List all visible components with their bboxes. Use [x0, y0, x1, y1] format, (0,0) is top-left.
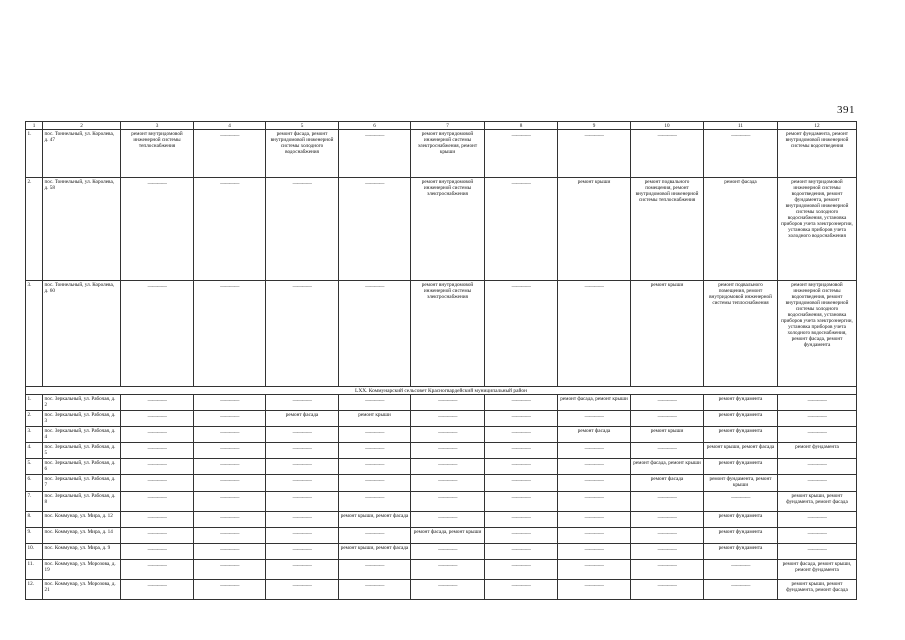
- empty-cell: [411, 544, 485, 560]
- empty-cell: [411, 427, 485, 443]
- table-row: [26, 580, 857, 600]
- empty-cell: [778, 544, 857, 560]
- empty-cell: [121, 492, 194, 512]
- empty-cell: [411, 459, 485, 475]
- work-cell: ремонт крыши, ремонт фасада: [704, 443, 778, 459]
- empty-cell: [266, 178, 339, 281]
- empty-cell: [704, 560, 778, 580]
- empty-cell: [339, 427, 411, 443]
- empty-cell: [411, 560, 485, 580]
- empty-cell: [194, 528, 266, 544]
- table-row: [26, 560, 857, 580]
- empty-cell: [558, 411, 631, 427]
- table-row: [26, 281, 857, 387]
- empty-cell: [631, 395, 704, 411]
- empty-cell: [778, 411, 857, 427]
- work-cell: ремонт крыши: [631, 427, 704, 443]
- empty-cell: [121, 512, 194, 528]
- work-cell: ремонт фундамента: [704, 528, 778, 544]
- table-row: [26, 427, 857, 443]
- empty-cell: [339, 459, 411, 475]
- column-header: 2: [43, 122, 121, 130]
- work-cell: ремонт фундамента: [778, 443, 857, 459]
- empty-cell: [266, 475, 339, 492]
- empty-cell: [558, 580, 631, 600]
- empty-cell: [631, 560, 704, 580]
- address-cell: пос. Коммунар, ул. Мира, д. 14: [43, 528, 121, 544]
- empty-cell: [121, 544, 194, 560]
- empty-cell: [704, 492, 778, 512]
- empty-cell: [485, 528, 558, 544]
- address-cell: пос. Коммунар, ул. Мира, д. 12: [43, 512, 121, 528]
- work-cell: ремонт внутридомовой инженерной системы электроснабжения: [411, 281, 485, 387]
- work-cell: ремонт фасада: [266, 411, 339, 427]
- empty-cell: [339, 443, 411, 459]
- empty-cell: [485, 130, 558, 178]
- empty-cell: [485, 178, 558, 281]
- work-cell: ремонт фасада: [631, 475, 704, 492]
- table-row: [26, 459, 857, 475]
- table-row: [26, 443, 857, 459]
- work-cell: ремонт фасада, ремонт крыши: [411, 528, 485, 544]
- row-number: 2.: [26, 178, 43, 281]
- empty-cell: [339, 492, 411, 512]
- empty-cell: [411, 492, 485, 512]
- empty-cell: [121, 281, 194, 387]
- address-cell: пос. Зеркальный, ул. Рабочая, д. 5: [43, 443, 121, 459]
- table-row: [26, 475, 857, 492]
- work-cell: ремонт фундамента: [704, 512, 778, 528]
- empty-cell: [778, 528, 857, 544]
- empty-cell: [339, 560, 411, 580]
- empty-cell: [121, 580, 194, 600]
- empty-cell: [485, 580, 558, 600]
- row-number: 1.: [26, 395, 43, 411]
- empty-cell: [121, 475, 194, 492]
- table-body-lower: [26, 395, 857, 600]
- empty-cell: [339, 580, 411, 600]
- work-cell: ремонт фундамента: [704, 411, 778, 427]
- empty-cell: [194, 492, 266, 512]
- empty-cell: [704, 580, 778, 600]
- empty-cell: [339, 178, 411, 281]
- empty-cell: [411, 395, 485, 411]
- empty-cell: [558, 512, 631, 528]
- row-number: 4.: [26, 443, 43, 459]
- work-cell: ремонт внутридомовой инженерной системы теплоснабжения: [121, 130, 194, 178]
- empty-cell: [339, 395, 411, 411]
- address-cell: пос. Тоннельный, ул. Королева, д. 47: [43, 130, 121, 178]
- section-title: LXX. Коммунарский сельсовет Красногвардейский муниципальный район: [26, 387, 857, 395]
- empty-cell: [485, 459, 558, 475]
- empty-cell: [558, 492, 631, 512]
- row-number: 12.: [26, 580, 43, 600]
- empty-cell: [485, 492, 558, 512]
- work-cell: ремонт крыши: [339, 411, 411, 427]
- address-cell: пос. Зеркальный, ул. Рабочая, д. 6: [43, 459, 121, 475]
- column-header: 9: [558, 122, 631, 130]
- address-cell: пос. Коммунар, ул. Морозова, д. 21: [43, 580, 121, 600]
- column-header: 8: [485, 122, 558, 130]
- empty-cell: [194, 411, 266, 427]
- work-cell: ремонт внутридомовой инженерной системы водоотведения, ремонт фундамента, ремонт внутридомовой инженерной системы холодного водоснабжения, установка приборов учета электроэнергии, установка приборов учета холодного водоснабжения: [778, 178, 857, 281]
- empty-cell: [485, 443, 558, 459]
- empty-cell: [485, 281, 558, 387]
- table-row: [26, 512, 857, 528]
- work-cell: ремонт фасада, ремонт крыши: [631, 459, 704, 475]
- table-row: [26, 544, 857, 560]
- empty-cell: [121, 459, 194, 475]
- address-cell: пос. Тоннельный, ул. Королева, д. 60: [43, 281, 121, 387]
- row-number: 1.: [26, 130, 43, 178]
- empty-cell: [558, 281, 631, 387]
- empty-cell: [558, 459, 631, 475]
- empty-cell: [266, 492, 339, 512]
- empty-cell: [266, 395, 339, 411]
- empty-cell: [631, 512, 704, 528]
- empty-cell: [558, 544, 631, 560]
- column-header: 10: [631, 122, 704, 130]
- empty-cell: [485, 395, 558, 411]
- empty-cell: [121, 411, 194, 427]
- work-cell: ремонт фундамента: [704, 395, 778, 411]
- row-number: 7.: [26, 492, 43, 512]
- work-cell: ремонт крыши, ремонт фундамента, ремонт фасада: [778, 580, 857, 600]
- work-cell: ремонт крыши, ремонт фасада: [339, 544, 411, 560]
- table-row: [26, 492, 857, 512]
- row-number: 9.: [26, 528, 43, 544]
- repair-schedule-table: [25, 121, 857, 600]
- empty-cell: [121, 560, 194, 580]
- work-cell: ремонт фундамента, ремонт внутридомовой инженерной системы водоотведения: [778, 130, 857, 178]
- column-header: 3: [121, 122, 194, 130]
- empty-cell: [631, 443, 704, 459]
- empty-cell: [411, 411, 485, 427]
- empty-cell: [411, 475, 485, 492]
- empty-cell: [121, 395, 194, 411]
- table-row: [26, 130, 857, 178]
- address-cell: пос. Зеркальный, ул. Рабочая, д. 2: [43, 395, 121, 411]
- empty-cell: [194, 544, 266, 560]
- column-header: 4: [194, 122, 266, 130]
- table-body-upper: [26, 130, 857, 387]
- empty-cell: [121, 427, 194, 443]
- empty-cell: [558, 528, 631, 544]
- column-header: 1: [26, 122, 43, 130]
- row-number: 11.: [26, 560, 43, 580]
- empty-cell: [194, 560, 266, 580]
- table-row: [26, 528, 857, 544]
- work-cell: ремонт фасада, ремонт крыши: [558, 395, 631, 411]
- empty-cell: [411, 443, 485, 459]
- empty-cell: [778, 512, 857, 528]
- empty-cell: [121, 528, 194, 544]
- work-cell: ремонт фундамента: [704, 544, 778, 560]
- work-cell: ремонт крыши, ремонт фасада: [339, 512, 411, 528]
- row-number: 6.: [26, 475, 43, 492]
- empty-cell: [266, 281, 339, 387]
- empty-cell: [194, 281, 266, 387]
- empty-cell: [558, 443, 631, 459]
- column-header: 11: [704, 122, 778, 130]
- empty-cell: [266, 560, 339, 580]
- work-cell: ремонт внутридомовой инженерной системы электроснабжения: [411, 178, 485, 281]
- empty-cell: [631, 411, 704, 427]
- empty-cell: [485, 544, 558, 560]
- address-cell: пос. Коммунар, ул. Морозова, д. 19: [43, 560, 121, 580]
- empty-cell: [121, 443, 194, 459]
- work-cell: ремонт фундамента: [704, 427, 778, 443]
- table-row: [26, 395, 857, 411]
- address-cell: пос. Зеркальный, ул. Рабочая, д. 7: [43, 475, 121, 492]
- row-number: 8.: [26, 512, 43, 528]
- work-cell: ремонт подвального помещения, ремонт внутридомовой инженерной системы теплоснабжения: [631, 178, 704, 281]
- work-cell: ремонт внутридомовой инженерной системы водоотведения, ремонт внутридомовой инженерной системы холодного водоснабжения, установка приборов учета электроэнергии, установка приборов учета холодного водоснабжения, ремонт фасада, ремонт фундамента: [778, 281, 857, 387]
- empty-cell: [194, 580, 266, 600]
- empty-cell: [266, 528, 339, 544]
- empty-cell: [194, 459, 266, 475]
- address-cell: пос. Зеркальный, ул. Рабочая, д. 8: [43, 492, 121, 512]
- page-number: 391: [837, 104, 855, 116]
- row-number: 3.: [26, 427, 43, 443]
- section-header: [26, 387, 857, 395]
- column-header-row: [26, 122, 857, 130]
- address-cell: пос. Зеркальный, ул. Рабочая, д. 3: [43, 411, 121, 427]
- address-cell: пос. Зеркальный, ул. Рабочая, д. 4: [43, 427, 121, 443]
- empty-cell: [194, 443, 266, 459]
- work-cell: ремонт фасада: [558, 427, 631, 443]
- empty-cell: [485, 411, 558, 427]
- work-cell: ремонт крыши, ремонт фундамента, ремонт фасада: [778, 492, 857, 512]
- work-cell: ремонт крыши: [631, 281, 704, 387]
- empty-cell: [631, 492, 704, 512]
- empty-cell: [266, 512, 339, 528]
- address-cell: пос. Коммунар, ул. Мира, д. 9: [43, 544, 121, 560]
- table-row: [26, 411, 857, 427]
- work-cell: ремонт фундамента, ремонт крыши: [704, 475, 778, 492]
- empty-cell: [485, 512, 558, 528]
- empty-cell: [485, 475, 558, 492]
- empty-cell: [485, 560, 558, 580]
- empty-cell: [631, 580, 704, 600]
- column-header: 12: [778, 122, 857, 130]
- row-number: 10.: [26, 544, 43, 560]
- address-cell: пос. Тоннельный, ул. Королева, д. 58: [43, 178, 121, 281]
- empty-cell: [778, 475, 857, 492]
- work-cell: ремонт фасада, ремонт крыши, ремонт фундамента: [778, 560, 857, 580]
- work-cell: ремонт фасада: [704, 178, 778, 281]
- row-number: 2.: [26, 411, 43, 427]
- empty-cell: [778, 395, 857, 411]
- empty-cell: [558, 130, 631, 178]
- empty-cell: [266, 443, 339, 459]
- work-cell: ремонт подвального помещения, ремонт внутридомовой инженерной системы теплоснабжения: [704, 281, 778, 387]
- empty-cell: [631, 544, 704, 560]
- empty-cell: [704, 130, 778, 178]
- empty-cell: [778, 427, 857, 443]
- empty-cell: [411, 580, 485, 600]
- column-header: 5: [266, 122, 339, 130]
- empty-cell: [194, 512, 266, 528]
- empty-cell: [778, 459, 857, 475]
- empty-cell: [411, 512, 485, 528]
- empty-cell: [339, 528, 411, 544]
- work-cell: ремонт крыши: [558, 178, 631, 281]
- row-number: 5.: [26, 459, 43, 475]
- empty-cell: [194, 130, 266, 178]
- empty-cell: [194, 178, 266, 281]
- empty-cell: [631, 130, 704, 178]
- empty-cell: [339, 475, 411, 492]
- empty-cell: [558, 475, 631, 492]
- work-cell: ремонт фасада, ремонт внутридомовой инженерной системы холодного водоснабжения: [266, 130, 339, 178]
- empty-cell: [266, 427, 339, 443]
- empty-cell: [339, 281, 411, 387]
- empty-cell: [339, 130, 411, 178]
- empty-cell: [194, 427, 266, 443]
- empty-cell: [266, 459, 339, 475]
- empty-cell: [194, 475, 266, 492]
- work-cell: ремонт внутридомовой инженерной системы электроснабжения, ремонт крыши: [411, 130, 485, 178]
- table-row: [26, 178, 857, 281]
- empty-cell: [266, 544, 339, 560]
- empty-cell: [121, 178, 194, 281]
- row-number: 3.: [26, 281, 43, 387]
- column-header: 6: [339, 122, 411, 130]
- empty-cell: [631, 528, 704, 544]
- column-header: 7: [411, 122, 485, 130]
- empty-cell: [558, 560, 631, 580]
- work-cell: ремонт фундамента: [704, 459, 778, 475]
- empty-cell: [266, 580, 339, 600]
- empty-cell: [485, 427, 558, 443]
- empty-cell: [194, 395, 266, 411]
